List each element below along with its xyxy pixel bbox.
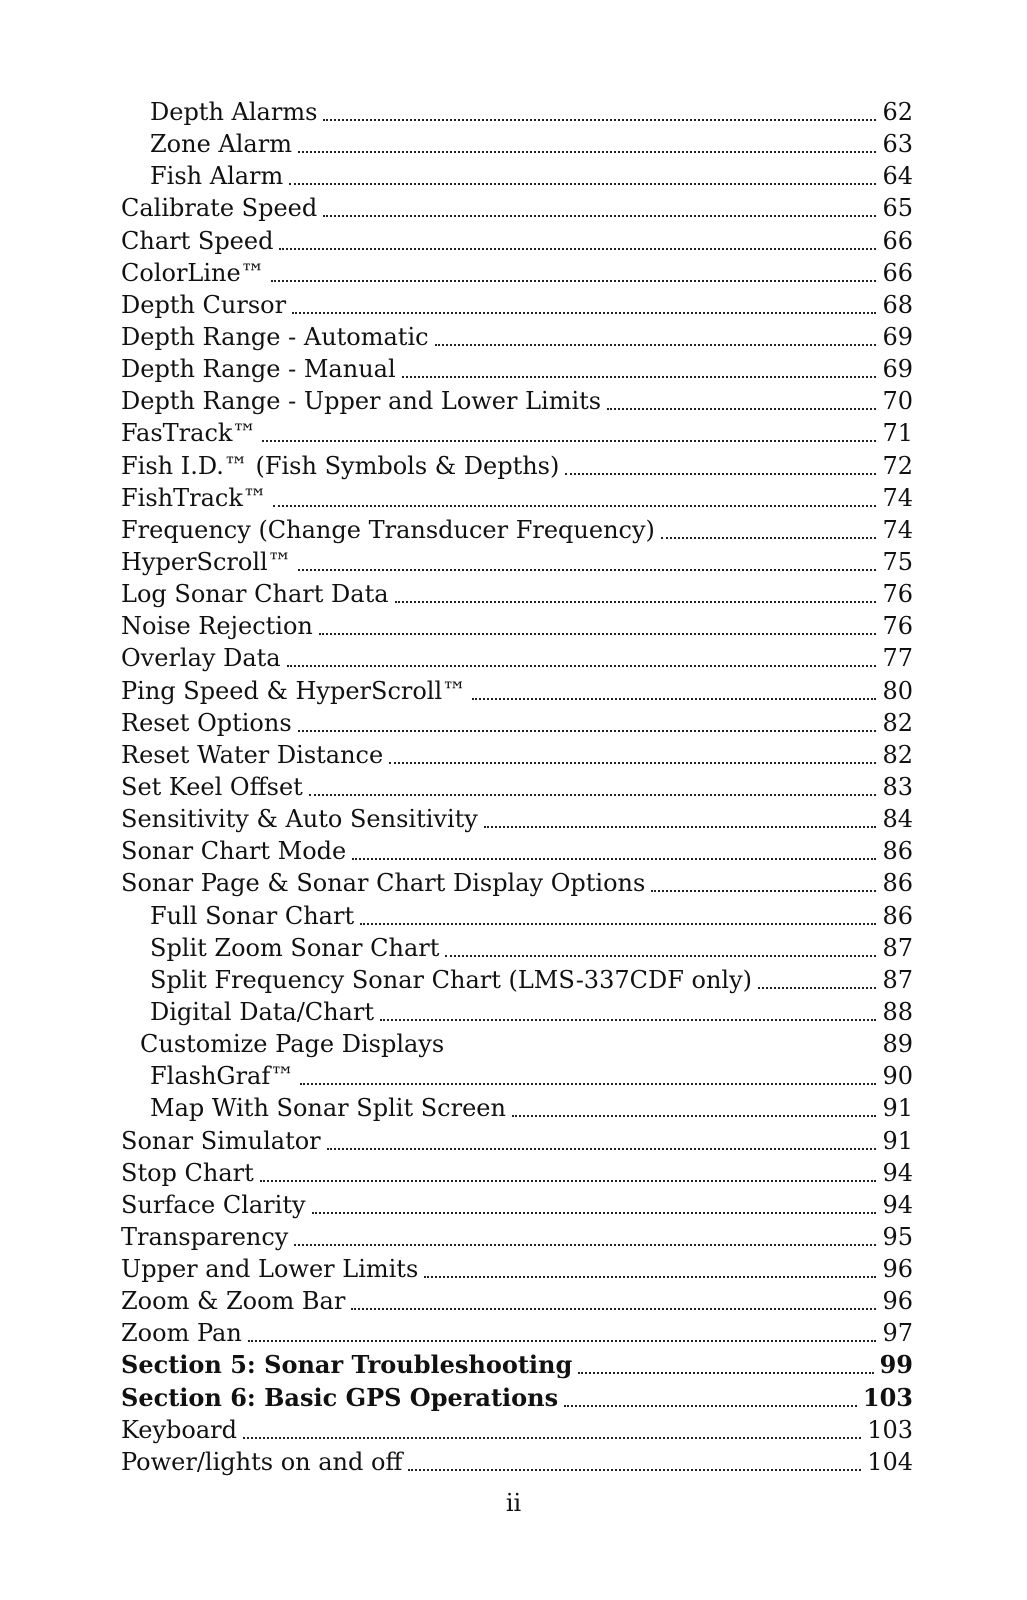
toc-entry-title: Sonar Chart Mode xyxy=(121,837,347,866)
dot-leader xyxy=(294,1221,876,1246)
dot-leader xyxy=(271,257,877,282)
toc-entry-title: Depth Alarms xyxy=(150,98,318,126)
toc-entry-title: Map With Sonar Split Screen xyxy=(150,1094,506,1123)
toc-entry-title: FlashGraf™ xyxy=(150,1062,295,1091)
toc-entry-page: 96 xyxy=(882,1255,913,1284)
toc-entry-title: Depth Range - Upper and Lower Limits xyxy=(121,387,602,416)
toc-entry xyxy=(0,1157,1027,1189)
dot-leader xyxy=(758,964,876,989)
dot-leader xyxy=(512,1092,877,1117)
toc-entry-page: 75 xyxy=(882,547,913,576)
toc-entry-title: Zone Alarm xyxy=(150,130,292,159)
toc-entry-page: 90 xyxy=(882,1062,913,1091)
toc-entry xyxy=(0,225,1027,257)
dot-leader xyxy=(380,996,876,1021)
dot-leader xyxy=(323,192,876,217)
toc-entry xyxy=(0,675,1027,707)
dot-leader xyxy=(408,1446,861,1471)
toc-entry-title: Ping Speed & HyperScroll™ xyxy=(121,676,467,705)
dot-leader xyxy=(389,739,876,764)
toc-entry-title: Keyboard xyxy=(121,1415,238,1444)
dot-leader xyxy=(298,707,877,732)
toc-entry-title: Frequency (Change Transducer Frequency) xyxy=(121,515,655,544)
toc-entry xyxy=(0,1253,1027,1285)
toc-entry-page: 95 xyxy=(882,1222,913,1251)
toc-entry-title: Depth Range - Automatic xyxy=(121,322,429,351)
toc-entry xyxy=(0,578,1027,610)
dot-leader xyxy=(260,1157,877,1182)
toc-entry-title: Surface Clarity xyxy=(121,1190,306,1219)
toc-entry-page: 74 xyxy=(882,483,913,512)
dot-leader xyxy=(243,1414,861,1439)
toc-entry-page: 65 xyxy=(882,194,913,223)
toc-entry xyxy=(0,642,1027,674)
toc-entry-page: 70 xyxy=(882,387,913,416)
toc-entry xyxy=(0,1125,1027,1157)
toc-entry xyxy=(0,96,1027,128)
toc-entry xyxy=(0,867,1027,899)
toc-entry-page: 99 xyxy=(879,1350,913,1380)
toc-entry xyxy=(0,289,1027,321)
dot-leader xyxy=(564,1382,857,1407)
toc-entry-page: 96 xyxy=(882,1287,913,1316)
dot-leader xyxy=(352,835,876,860)
toc-entry xyxy=(0,192,1027,224)
dot-leader xyxy=(323,96,876,121)
dot-leader xyxy=(262,417,876,442)
toc-entry xyxy=(0,1446,1027,1478)
toc-entry xyxy=(0,996,1027,1028)
toc-entry-page: 83 xyxy=(882,772,913,801)
dot-leader xyxy=(661,514,877,539)
toc-entry-title: Reset Options xyxy=(121,708,292,737)
table-of-contents xyxy=(0,96,1027,1478)
toc-entry xyxy=(0,1414,1027,1446)
toc-entry-page: 84 xyxy=(882,805,913,834)
toc-entry xyxy=(0,450,1027,482)
toc-entry-title: Power/lights on and off xyxy=(121,1447,403,1476)
toc-entry-title: Sensitivity & Auto Sensitivity xyxy=(121,805,478,834)
dot-leader xyxy=(273,482,877,507)
toc-entry xyxy=(0,353,1027,385)
dot-leader xyxy=(424,1253,876,1278)
toc-entry-title: Split Zoom Sonar Chart xyxy=(150,933,440,962)
toc-entry-page: 91 xyxy=(882,1094,913,1123)
toc-entry xyxy=(0,803,1027,835)
toc-entry-title: HyperScroll™ xyxy=(121,547,292,576)
toc-entry xyxy=(0,482,1027,514)
toc-entry xyxy=(0,932,1027,964)
toc-entry-page: 74 xyxy=(882,515,913,544)
dot-leader xyxy=(279,225,876,250)
toc-entry xyxy=(0,1060,1027,1092)
toc-entry xyxy=(0,546,1027,578)
dot-leader xyxy=(578,1349,873,1374)
dot-leader xyxy=(435,321,877,346)
toc-entry-title: Section 5: Sonar Troubleshooting xyxy=(121,1350,573,1380)
toc-entry xyxy=(0,1028,1027,1060)
dot-leader xyxy=(651,867,876,892)
toc-entry xyxy=(0,160,1027,192)
toc-entry-page: 77 xyxy=(882,644,913,673)
toc-entry-page: 82 xyxy=(882,708,913,737)
toc-entry-page: 91 xyxy=(882,1126,913,1155)
toc-entry-page: 66 xyxy=(882,226,913,255)
toc-entry-page: 82 xyxy=(882,740,913,769)
toc-entry-title: Zoom & Zoom Bar xyxy=(121,1287,346,1316)
toc-entry-title: ColorLine™ xyxy=(121,258,265,287)
toc-entry-page: 69 xyxy=(882,322,913,351)
dot-leader xyxy=(484,803,877,828)
toc-entry-title: Stop Chart xyxy=(121,1158,254,1187)
toc-entry-page: 94 xyxy=(882,1158,913,1187)
toc-entry-page: 87 xyxy=(882,965,913,994)
toc-entry xyxy=(0,1317,1027,1349)
dot-leader xyxy=(248,1317,877,1342)
toc-entry xyxy=(0,1382,1027,1414)
toc-entry-title: Upper and Lower Limits xyxy=(121,1255,419,1284)
toc-entry-title: Full Sonar Chart xyxy=(150,901,355,930)
toc-entry-page: 103 xyxy=(862,1382,913,1412)
dot-leader xyxy=(292,289,876,314)
dot-leader xyxy=(395,578,877,603)
toc-entry-title: Depth Range - Manual xyxy=(121,355,396,384)
toc-entry xyxy=(0,835,1027,867)
toc-entry-page: 76 xyxy=(882,612,913,641)
dot-leader xyxy=(319,610,877,635)
toc-entry-title: Fish Alarm xyxy=(150,162,284,191)
toc-entry-page: 88 xyxy=(882,997,913,1026)
toc-entry-page: 89 xyxy=(882,1030,913,1059)
dot-leader xyxy=(607,385,876,410)
toc-entry-page: 66 xyxy=(882,258,913,287)
toc-entry-page: 63 xyxy=(882,130,913,159)
dot-leader xyxy=(472,675,876,700)
toc-entry-title: Digital Data/Chart xyxy=(150,997,375,1026)
toc-entry-page: 69 xyxy=(882,355,913,384)
toc-entry xyxy=(0,385,1027,417)
toc-entry-title: Section 6: Basic GPS Operations xyxy=(121,1382,559,1412)
toc-entry-page: 71 xyxy=(882,419,913,448)
toc-entry-title: Sonar Simulator xyxy=(121,1126,321,1155)
toc-entry xyxy=(0,1189,1027,1221)
toc-entry xyxy=(0,1349,1027,1381)
toc-entry-title: Sonar Page & Sonar Chart Display Options xyxy=(121,869,646,898)
toc-entry xyxy=(0,257,1027,289)
toc-entry xyxy=(0,128,1027,160)
toc-entry xyxy=(0,610,1027,642)
toc-entry xyxy=(0,739,1027,771)
toc-entry-page: 86 xyxy=(882,869,913,898)
toc-entry xyxy=(0,1092,1027,1124)
toc-entry xyxy=(0,900,1027,932)
dot-leader xyxy=(327,1125,877,1150)
toc-entry-title: Calibrate Speed xyxy=(121,194,318,223)
toc-entry-title: Set Keel Offset xyxy=(121,772,303,801)
toc-entry-title: Log Sonar Chart Data xyxy=(121,580,389,609)
toc-entry-page: 86 xyxy=(882,837,913,866)
toc-entry-title: Split Frequency Sonar Chart (LMS-337CDF only) xyxy=(150,965,753,994)
toc-entry-page: 87 xyxy=(882,933,913,962)
toc-entry-page: 64 xyxy=(882,162,913,191)
dot-leader xyxy=(312,1189,877,1214)
toc-entry-page: 86 xyxy=(882,901,913,930)
dot-leader xyxy=(287,642,877,667)
toc-entry-page: 97 xyxy=(882,1319,913,1348)
toc-entry-title: Chart Speed xyxy=(121,226,274,255)
toc-entry-title: Depth Cursor xyxy=(121,290,287,319)
dot-leader xyxy=(351,1285,876,1310)
toc-entry-page: 62 xyxy=(882,98,913,126)
dot-leader xyxy=(309,771,877,796)
dot-leader xyxy=(289,160,876,185)
toc-entry-title: Overlay Data xyxy=(121,644,281,673)
toc-entry xyxy=(0,321,1027,353)
page-number: ii xyxy=(505,1489,522,1517)
toc-entry-page: 76 xyxy=(882,580,913,609)
toc-entry xyxy=(0,514,1027,546)
toc-entry-page: 103 xyxy=(867,1415,913,1444)
toc-entry xyxy=(0,1221,1027,1253)
dot-leader xyxy=(298,128,876,153)
toc-entry-page: 68 xyxy=(882,290,913,319)
toc-entry-title: Zoom Pan xyxy=(121,1319,242,1348)
toc-entry-page: 80 xyxy=(882,676,913,705)
toc-entry-title: Customize Page Displays xyxy=(140,1030,445,1059)
toc-entry-page: 104 xyxy=(867,1447,913,1476)
toc-entry xyxy=(0,417,1027,449)
toc-entry-title: FishTrack™ xyxy=(121,483,267,512)
toc-entry xyxy=(0,771,1027,803)
dot-leader xyxy=(300,1060,876,1085)
toc-entry-page: 94 xyxy=(882,1190,913,1219)
toc-entry-title: Transparency xyxy=(121,1222,289,1251)
dot-leader xyxy=(298,546,877,571)
toc-entry xyxy=(0,1285,1027,1317)
dot-leader xyxy=(445,932,876,957)
toc-entry-title: Fish I.D.™ (Fish Symbols & Depths) xyxy=(121,451,560,480)
toc-entry xyxy=(0,964,1027,996)
toc-entry-title: Noise Rejection xyxy=(121,612,313,641)
dot-leader xyxy=(360,900,876,925)
toc-entry-page: 72 xyxy=(882,451,913,480)
dot-leader xyxy=(565,450,876,475)
toc-entry-title: Reset Water Distance xyxy=(121,740,384,769)
toc-entry xyxy=(0,707,1027,739)
toc-entry-title: FasTrack™ xyxy=(121,419,257,448)
dot-leader xyxy=(402,353,877,378)
